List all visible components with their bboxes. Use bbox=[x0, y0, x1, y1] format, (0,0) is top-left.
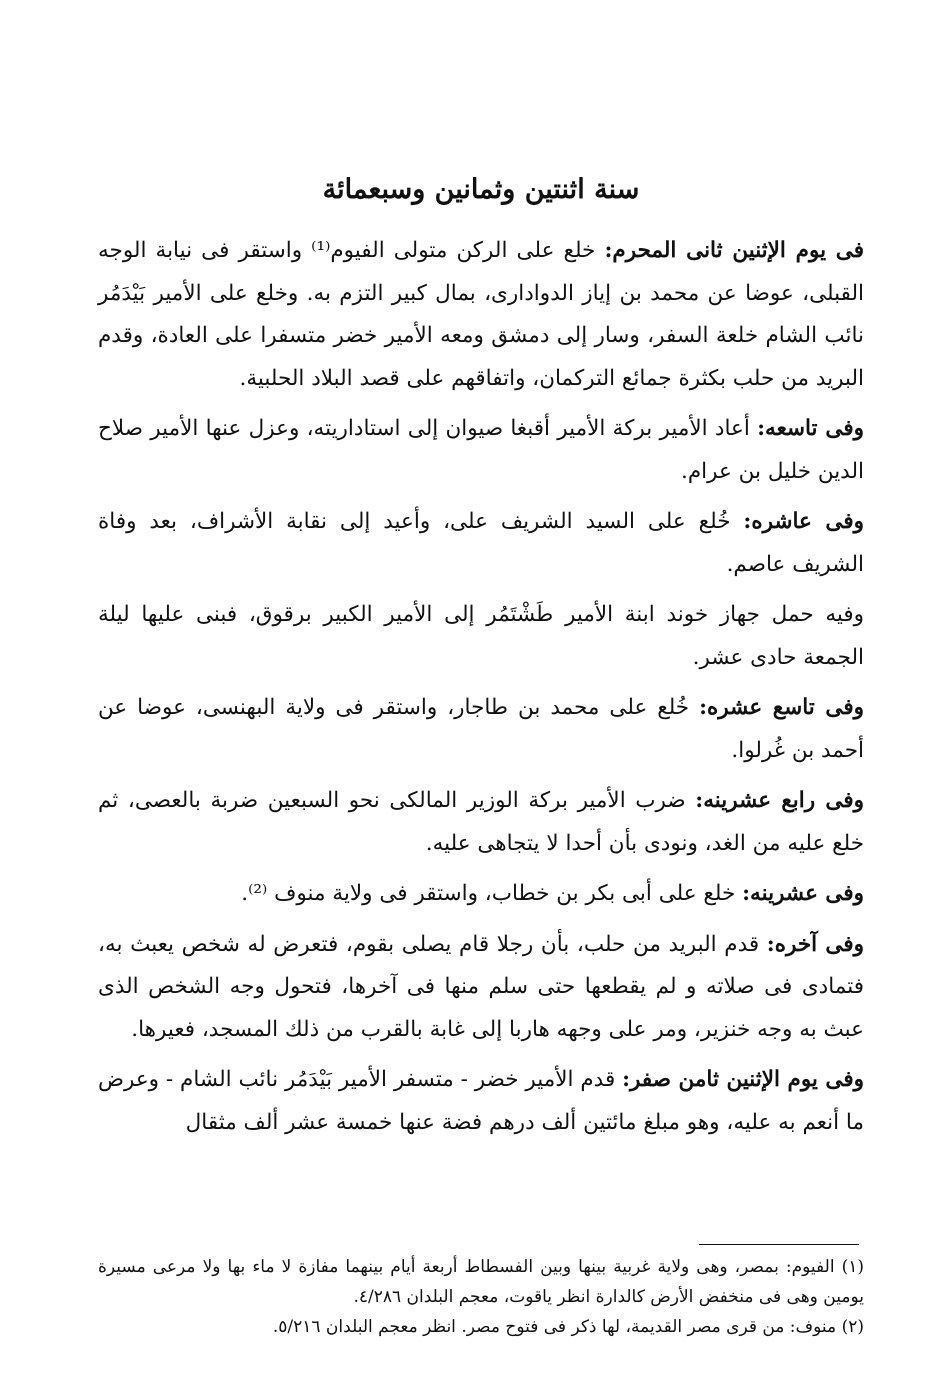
page-title: سنة اثنتين وثمانين وسبعمائة bbox=[322, 174, 640, 205]
paragraph-6 bbox=[98, 780, 864, 865]
paragraph-3 bbox=[98, 501, 864, 586]
paragraph-6-text: ضرب الأمير بركة الوزير المالكى نحو السبعين ضربة بالعصى، ثم خلع عليه من الغد، ونودى بأن أحدا لا يتجاهى عليه. bbox=[98, 788, 864, 856]
paragraph-7 bbox=[98, 873, 864, 916]
footnote-2: (٢) منوف: من قرى مصر القديمة، لها ذكر فى فتوح مصر. انظر معجم البلدان ٥/٢١٦. bbox=[272, 1317, 864, 1337]
paragraph-3-text: خُلع على السيد الشريف على، وأعيد إلى نقابة الأشراف، بعد وفاة الشريف عاصم. bbox=[98, 509, 864, 577]
paragraph-1-text: خلع على الركن متولى الفيوم⁽¹⁾ واستقر فى نيابة الوجه القبلى، عوضا عن محمد بن إياز الدوادارى، بمال كبير التزم به. وخلع على الأمير بَيْدَمُر نائب الشام خلعة السفر، وسار إلى دمشق ومعه الأمير خضر متسفرا على العادة، وقدم البريد من حلب بكثرة جمائع التركمان، واتفاقهم على قصد البلاد الحلبية. bbox=[98, 238, 864, 391]
paragraph-2 bbox=[98, 408, 864, 493]
paragraph-5-text: خُلع على محمد بن طاجار، واستقر فى ولاية البهنسى، عوضا عن أحمد بن غُرلوا. bbox=[98, 695, 864, 763]
paragraph-1-date-heading: فى يوم الإثنين ثانى المحرم: bbox=[604, 238, 864, 263]
paragraph-2-date-heading: وفى تاسعه: bbox=[757, 416, 864, 441]
paragraph-7-text: خلع على أبى بكر بن خطاب، واستقر فى ولاية منوف ⁽²⁾. bbox=[241, 881, 743, 906]
paragraph-8 bbox=[98, 924, 864, 1052]
paragraph-6-date-heading: وفى رابع عشرينه: bbox=[695, 788, 864, 813]
paragraph-7-date-heading: وفى عشرينه: bbox=[742, 881, 864, 906]
paragraph-4-text: وفيه حمل جهاز خوند ابنة الأمير طَشْتَمُر إلى الأمير الكبير برقوق، فبنى عليها ليلة الجمعة حادى عشر. bbox=[98, 602, 864, 670]
paragraph-8-text: قدم البريد من حلب، بأن رجلا قام يصلى بقوم، فتعرض له شخص يعبث به، فتمادى فى صلاته و لم يقطعها حتى سلم منها فى آخرها، فتحول وجه الشخص الذى عبث به وجه خنزير، ومر على وجهه هاربا إلى غابة بالقرب من ذلك المسجد، فعيرها. bbox=[98, 931, 864, 1042]
paragraph-1 bbox=[98, 230, 864, 400]
paragraph-9-text: قدم الأمير خضر - متسفر الأمير بَيْدَمُر نائب الشام - وعرض ما أنعم به عليه، وهو مبلغ مائتين ألف درهم فضة عنها خمسة عشر ألف مثقال bbox=[98, 1067, 864, 1135]
footnote-1: (١) الفيوم: بمصر، وهى ولاية غربية بينها وبين الفسطاط أربعة أيام بينهما مفازة لا ماء بها ولا مرعى مسيرة يومين وهى فى منخفض الأرض كالدارة انظر ياقوت، معجم البلدان ٤/٢٨٦. bbox=[98, 1257, 864, 1307]
paragraph-2-text: أعاد الأمير بركة الأمير أقبغا صيوان إلى استاداريته، وعزل عنها الأمير صلاح الدين خليل بن عرام. bbox=[98, 416, 864, 484]
paragraph-5-date-heading: وفى تاسع عشره: bbox=[699, 695, 864, 720]
paragraph-9 bbox=[98, 1059, 864, 1144]
paragraph-3-date-heading: وفى عاشره: bbox=[743, 509, 864, 534]
footnotes bbox=[98, 1252, 864, 1342]
paragraph-5 bbox=[98, 687, 864, 772]
paragraph-9-date-heading: وفى يوم الإثنين ثامن صفر: bbox=[622, 1067, 864, 1092]
paragraph-4 bbox=[98, 594, 864, 679]
page-body bbox=[98, 170, 864, 1152]
footnote-separator bbox=[699, 1244, 859, 1245]
paragraph-8-date-heading: وفى آخره: bbox=[766, 931, 864, 957]
